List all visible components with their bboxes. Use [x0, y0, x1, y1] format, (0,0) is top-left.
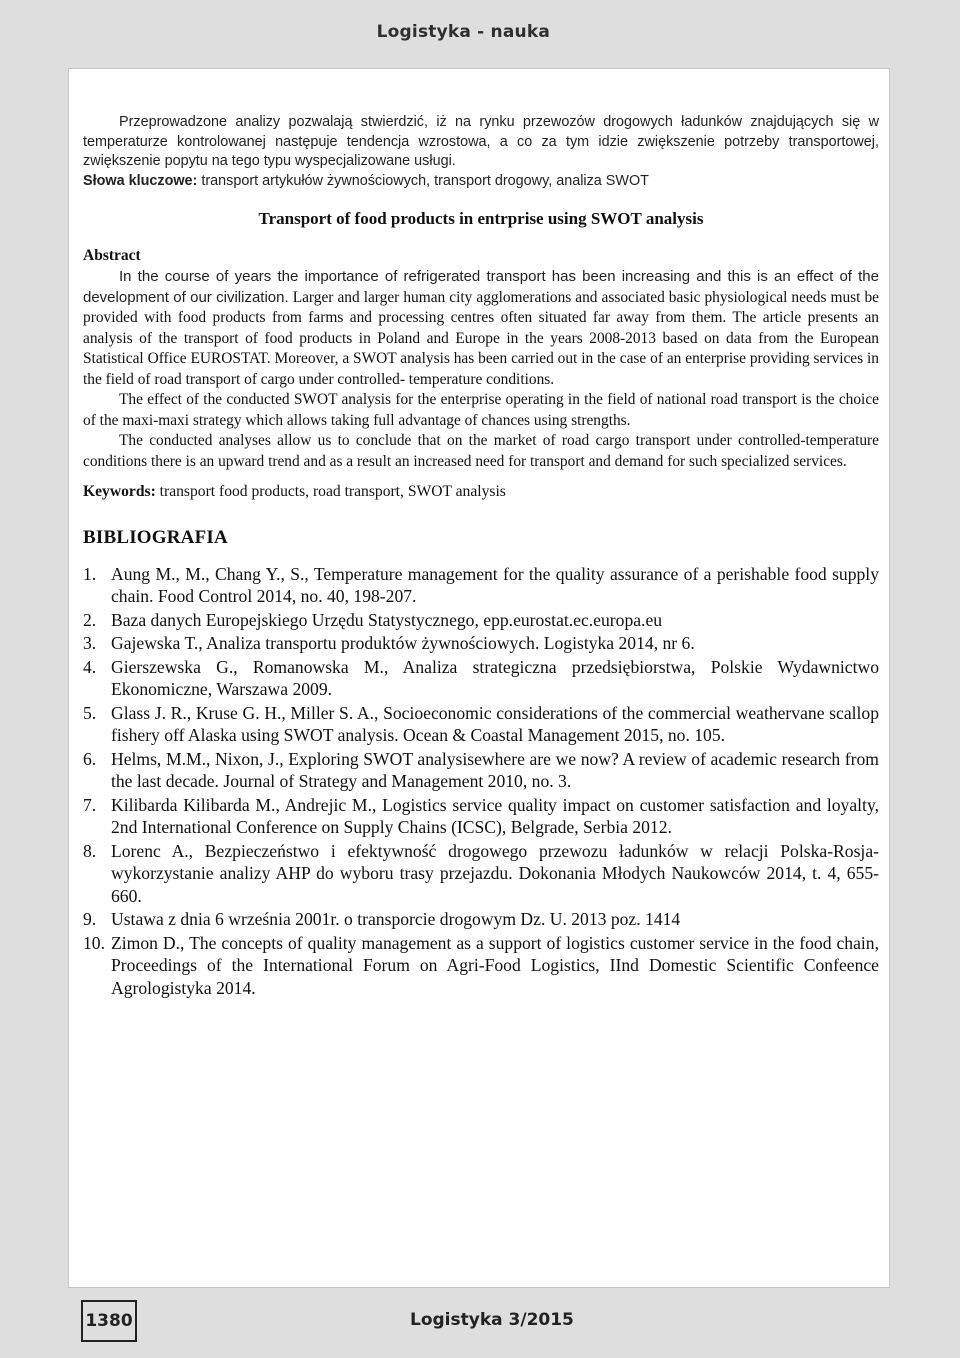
page-number: 1380 [81, 1300, 137, 1342]
english-keywords-text: transport food products, road transport, SWOT analysis [159, 483, 506, 500]
polish-keywords [83, 172, 879, 192]
abstract-label: Abstract [83, 247, 141, 264]
reference-text: Glass J. R., Kruse G. H., Miller S. A., Socioeconomic considerations of the commercial weathervane scallop fishery off Alaska using SWOT analysis. Ocean & Coastal Management 2015, no. 105. [111, 702, 879, 745]
reference-text: Aung M., M., Chang Y., S., Temperature management for the quality assurance of a perishable food supply chain. Food Control 2014, no. 40, 198-207. [111, 563, 879, 606]
bibliography-list [83, 563, 879, 1000]
reference-text: Lorenc A., Bezpieczeństwo i efektywność drogowego przewozu ładunków w relacji Polska-Rosja-wykorzystanie analizy AHP do wyboru trasy przejazdu. Dokonania Młodych Naukowców 2014, t. 4, 655-660. [111, 840, 879, 906]
reference-number: 4. [83, 656, 97, 677]
reference-item [83, 908, 879, 931]
reference-number: 10. [83, 932, 105, 953]
reference-text: Gierszewska G., Romanowska M., Analiza strategiczna przedsiębiorstwa, Polskie Wydawnictwo Ekonomiczne, Warszawa 2009. [111, 656, 879, 699]
reference-item [83, 632, 879, 655]
page-sheet [68, 68, 890, 1288]
reference-number: 9. [83, 909, 97, 929]
reference-item [83, 932, 879, 1000]
abstract-paragraph-2: The effect of the conducted SWOT analysis for the enterprise operating in the field of national road transport is the choice of the maxi-maxi strategy which allows taking full advantage of chances using strengths. [83, 391, 879, 429]
reference-item [83, 702, 879, 747]
reference-item [83, 609, 879, 632]
reference-number: 2. [83, 609, 97, 630]
running-header: Logistyka - nauka [376, 22, 550, 42]
journal-issue: Logistyka 3/2015 [410, 1310, 574, 1330]
reference-number: 6. [83, 748, 97, 769]
polish-keywords-text: transport artykułów żywnościowych, transport drogowy, analiza SWOT [201, 172, 649, 189]
reference-item [83, 656, 879, 701]
page-content [83, 113, 879, 1000]
abstract-paragraph-1-cont: Larger and larger human city agglomerations and associated basic physiological needs must be provided with food products from farms and processing centres often situated far away from them. The article presents an analysis of the transport of food products in Poland and Europe in the years 2008-2013 based on data from the European Statistical Office EUROSTAT. Moreover, a SWOT analysis has been carried out in the case of an enterprise providing services in the field of road transport of cargo under controlled- temperature conditions. [83, 288, 879, 388]
polish-summary: Przeprowadzone analizy pozwalają stwierdzić, iż na rynku przewozów drogowych ładunków znajdujących się w temperaturze kontrolowanej następuje tendencja wzrostowa, a co za tym idzie zwiększenie potrzeby transportowej, zwiększenie popytu na tego typu wyspecjalizowane usługi. [83, 114, 879, 169]
english-keywords [83, 482, 879, 503]
reference-item [83, 794, 879, 839]
english-keywords-label: Keywords: [83, 483, 156, 500]
abstract-paragraph-3: The conducted analyses allow us to conclude that on the market of road cargo transport under controlled-temperature conditions there is an upward trend and as a result an increased need for transport and demand for such specialized services. [83, 432, 879, 470]
reference-number: 1. [83, 563, 97, 584]
reference-text: Kilibarda Kilibarda M., Andrejic M., Logistics service quality impact on customer satisfaction and loyalty, 2nd International Conference on Supply Chains (ICSC), Belgrade, Serbia 2012. [111, 794, 879, 837]
reference-text: Zimon D., The concepts of quality management as a support of logistics customer service in the food chain, Proceedings of the International Forum on Agri-Food Logistics, IInd Domestic Scientific Confeence Agrologistyka 2014. [111, 932, 879, 998]
reference-item [83, 748, 879, 793]
reference-text: Helms, M.M., Nixon, J., Exploring SWOT analysisewhere are we now? A review of academic research from the last decade. Journal of Strategy and Management 2010, no. 3. [111, 748, 879, 791]
reference-text: Ustawa z dnia 6 września 2001r. o transporcie drogowym Dz. U. 2013 poz. 1414 [111, 909, 681, 929]
polish-keywords-label: Słowa kluczowe: [83, 172, 198, 189]
english-title: Transport of food products in entrprise using SWOT analysis [258, 209, 704, 228]
bibliography-heading: BIBLIOGRAFIA [83, 526, 228, 548]
reference-number: 3. [83, 633, 97, 653]
reference-text: Gajewska T., Analiza transportu produktów żywnościowych. Logistyka 2014, nr 6. [111, 633, 695, 653]
abstract-paragraph-1-start: In the course of years the importance of refrigerated transport has been increasing and this is an effect of the development of our civilization. [83, 268, 879, 306]
reference-number: 7. [83, 794, 97, 815]
abstract-paragraph-1 [83, 267, 879, 390]
reference-number: 8. [83, 840, 97, 861]
reference-item [83, 563, 879, 608]
reference-text: Baza danych Europejskiego Urzędu Statystycznego, epp.eurostat.ec.europa.eu [111, 609, 663, 630]
reference-number: 5. [83, 702, 97, 723]
reference-item [83, 840, 879, 908]
